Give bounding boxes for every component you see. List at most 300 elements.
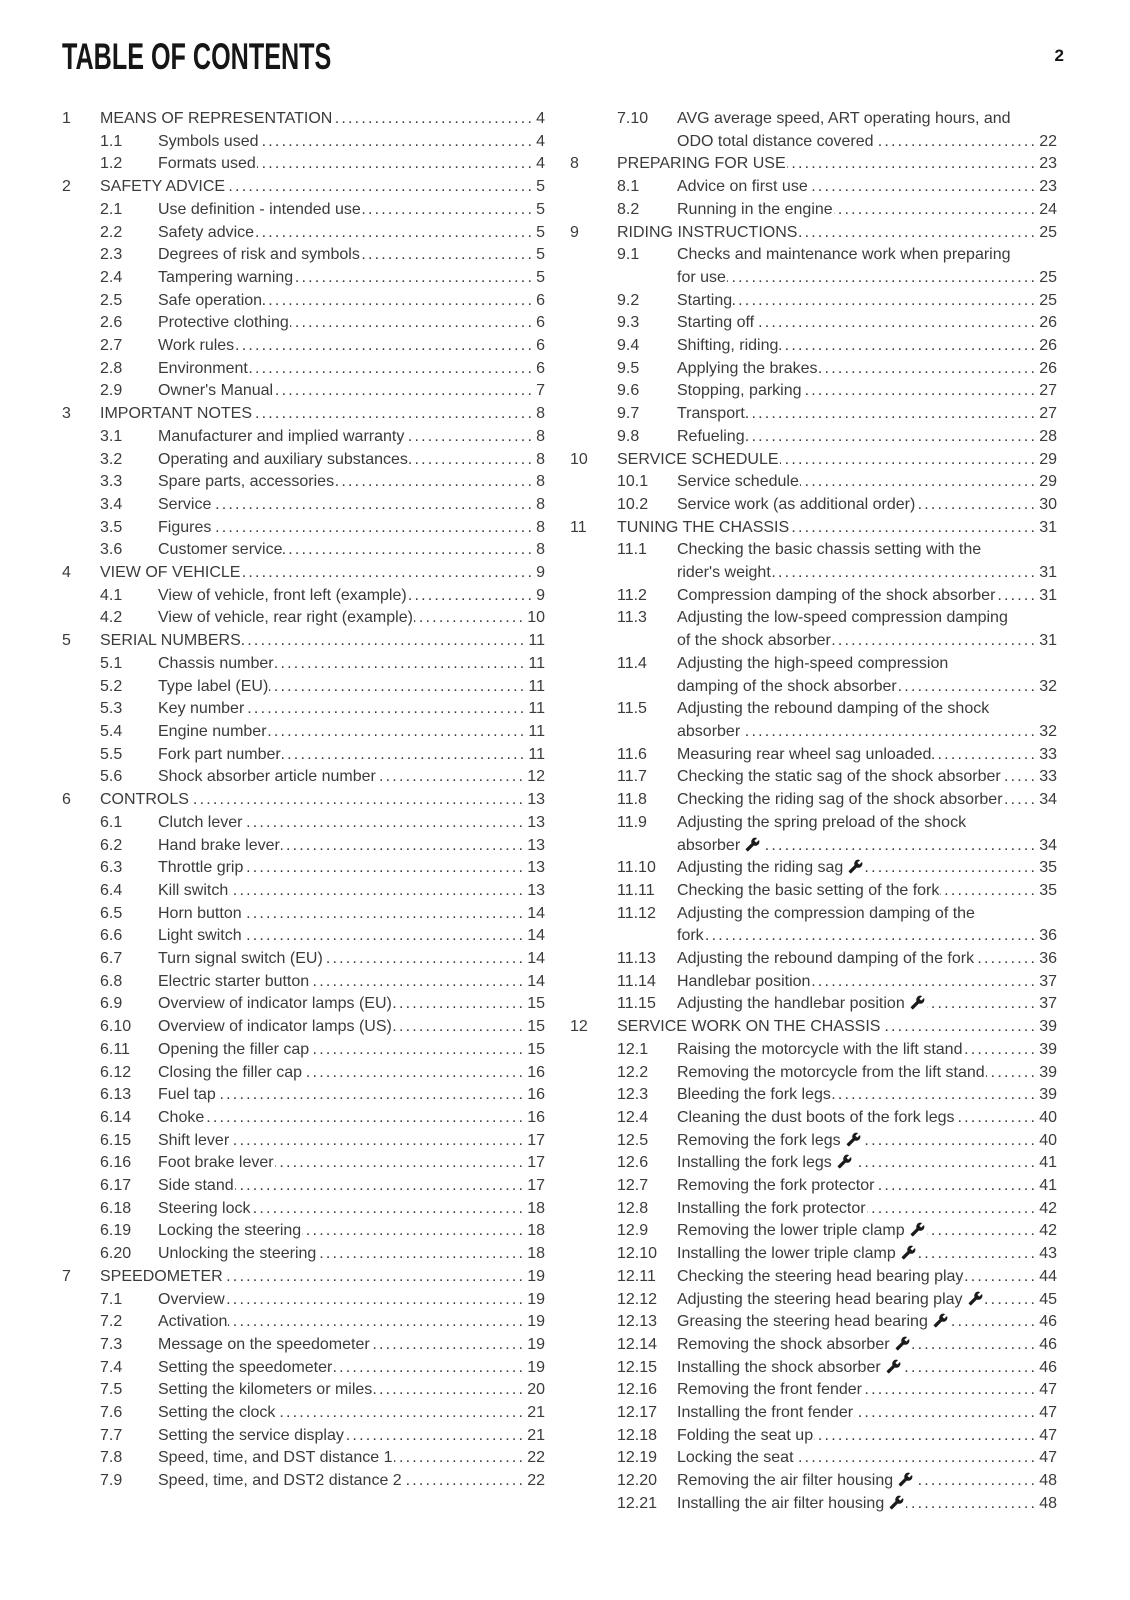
toc-entry-title: Activation [158, 1313, 228, 1331]
toc-entry-page: 8 [536, 427, 545, 445]
toc-entry-body [100, 630, 545, 653]
toc-section-entry[interactable] [62, 449, 545, 472]
toc-entry-page: 14 [527, 950, 545, 968]
toc-entry-body [677, 948, 1057, 971]
toc-entry-body [677, 1311, 1057, 1334]
toc-section-entry[interactable] [570, 380, 1057, 403]
toc-entry-page: 18 [527, 1199, 545, 1217]
dot-leader [245, 698, 526, 721]
toc-section-entry[interactable] [570, 1311, 1057, 1334]
toc-section-entry[interactable] [62, 517, 545, 540]
toc-entry-page: 41 [1039, 1177, 1057, 1195]
toc-entry-page: 27 [1039, 382, 1057, 400]
toc-section-entry[interactable] [570, 1402, 1057, 1425]
toc-entry-page: 42 [1039, 1199, 1057, 1217]
toc-section-entry[interactable] [570, 1334, 1057, 1357]
dot-leader [779, 335, 1037, 358]
toc-section-entry[interactable] [570, 948, 1057, 971]
toc-section-entry[interactable] [62, 222, 545, 245]
toc-section-entry[interactable] [570, 903, 1057, 948]
toc-entry-number: 5.4 [100, 722, 123, 740]
toc-section-entry[interactable] [570, 1289, 1057, 1312]
toc-section-entry[interactable] [62, 698, 545, 721]
toc-section-entry[interactable] [62, 1289, 545, 1312]
toc-section-entry[interactable] [62, 380, 545, 403]
toc-entry-page: 17 [527, 1131, 545, 1149]
toc-section-entry[interactable] [62, 267, 545, 290]
toc-chapter-entry[interactable] [62, 403, 545, 426]
toc-entry-title: Setting the service display [158, 1426, 344, 1444]
toc-entry-line [677, 131, 1057, 154]
toc-entry-number: 3.4 [100, 495, 123, 513]
toc-section-entry[interactable] [570, 1266, 1057, 1289]
toc-entry-page: 4 [536, 110, 545, 127]
toc-section-entry[interactable] [570, 585, 1057, 608]
toc-entry-title: Setting the clock [158, 1404, 276, 1422]
toc-entry-page: 43 [1039, 1245, 1057, 1263]
toc-entry-title: Environment [158, 359, 248, 377]
toc-entry-number: 2.3 [100, 246, 123, 264]
toc-section-entry[interactable] [570, 176, 1057, 199]
toc-section-entry[interactable] [62, 993, 545, 1016]
toc-section-entry[interactable] [62, 925, 545, 948]
toc-entry-line [617, 449, 1057, 472]
toc-entry-body [677, 971, 1057, 994]
toc-entry-body [158, 358, 545, 381]
toc-entry-body [158, 857, 545, 880]
toc-section-entry[interactable] [62, 244, 545, 267]
toc-entry-number: 9 [570, 223, 579, 241]
toc-chapter-entry[interactable] [62, 108, 545, 131]
toc-section-entry[interactable] [62, 971, 545, 994]
toc-entry-title: Shifting, riding [677, 337, 779, 355]
toc-section-entry[interactable] [570, 1062, 1057, 1085]
toc-entry-title: Protective clothing [158, 314, 289, 332]
toc-entry-title: Adjusting the compression damping of the [677, 904, 975, 922]
dot-leader [361, 244, 534, 267]
toc-entry-number: 5.6 [100, 768, 123, 786]
dot-leader [362, 199, 534, 222]
dot-leader [310, 1039, 525, 1062]
toc-section-entry[interactable] [570, 1175, 1057, 1198]
toc-entry-body [677, 403, 1057, 426]
toc-entry-line [158, 948, 545, 971]
toc-entry-title: RIDING INSTRUCTIONS [617, 223, 798, 241]
toc-chapter-entry[interactable] [570, 1016, 1057, 1039]
toc-section-entry[interactable] [570, 199, 1057, 222]
toc-entry-line [158, 812, 545, 835]
dot-leader [1004, 789, 1038, 812]
toc-section-entry[interactable] [62, 290, 545, 313]
toc-section-entry[interactable] [62, 607, 545, 630]
toc-section-entry[interactable] [62, 880, 545, 903]
toc-entry-page: 14 [527, 904, 545, 922]
toc-entry-page: 15 [527, 1018, 545, 1036]
toc-section-entry[interactable] [570, 426, 1057, 449]
toc-entry-line [100, 176, 545, 199]
dot-leader [409, 449, 534, 472]
toc-section-entry[interactable] [62, 1402, 545, 1425]
toc-entry-page: 9 [536, 586, 545, 604]
toc-entry-title: TUNING THE CHASSIS [617, 518, 790, 536]
toc-section-entry[interactable] [62, 1470, 545, 1493]
toc-chapter-entry[interactable] [62, 562, 545, 585]
toc-section-entry[interactable] [62, 1425, 545, 1448]
toc-section-entry[interactable] [62, 153, 545, 176]
toc-entry-line [158, 835, 545, 858]
toc-entry-line [158, 1357, 545, 1380]
dot-leader [819, 358, 1038, 381]
toc-section-entry[interactable] [570, 1107, 1057, 1130]
toc-entry-line [158, 1107, 545, 1130]
toc-entry-title: Service [158, 495, 212, 513]
toc-section-entry[interactable] [62, 948, 545, 971]
toc-entry-number: 8.1 [617, 178, 640, 196]
toc-entry-title: Adjusting the rebound damping of the fork [677, 950, 975, 968]
toc-section-entry[interactable] [570, 539, 1057, 584]
dot-leader [803, 380, 1038, 403]
toc-entry-number: 3.3 [100, 473, 123, 491]
toc-entry-page: 39 [1039, 1063, 1057, 1081]
toc-chapter-entry[interactable] [570, 222, 1057, 245]
toc-entry-body [158, 766, 545, 789]
toc-section-entry[interactable] [62, 812, 545, 835]
toc-entry-line [677, 1379, 1057, 1402]
dot-leader [832, 1084, 1037, 1107]
toc-section-entry[interactable] [62, 903, 545, 926]
toc-entry-number: 12.5 [617, 1131, 649, 1149]
toc-section-entry[interactable] [570, 1220, 1057, 1243]
toc-entry-number: 4.2 [100, 609, 123, 627]
toc-entry-body [677, 108, 1057, 153]
toc-section-entry[interactable] [62, 1175, 545, 1198]
toc-entry-title: Removing the lower triple clamp [677, 1222, 905, 1240]
toc-entry-page: 13 [527, 881, 545, 899]
toc-section-entry[interactable] [62, 471, 545, 494]
toc-entry-body [158, 517, 545, 540]
toc-section-entry[interactable] [62, 335, 545, 358]
dot-leader [257, 153, 534, 176]
page-number: 2 [1054, 46, 1064, 65]
toc-entry-body [677, 607, 1057, 652]
toc-section-entry[interactable] [570, 358, 1057, 381]
dot-leader [405, 426, 534, 449]
toc-entry-line [677, 108, 1057, 131]
toc-section-entry[interactable] [570, 698, 1057, 743]
toc-section-entry[interactable] [570, 993, 1057, 1016]
toc-entry-number: 3.5 [100, 518, 123, 536]
toc-section-entry[interactable] [570, 789, 1057, 812]
toc-entry-line [158, 857, 545, 880]
toc-chapter-entry[interactable] [62, 1266, 545, 1289]
toc-entry-page: 40 [1039, 1108, 1057, 1126]
toc-entry-title-continued: for use [677, 268, 726, 286]
toc-section-entry[interactable] [62, 1198, 545, 1221]
toc-section-entry[interactable] [570, 312, 1057, 335]
toc-entry-number: 7.7 [100, 1426, 123, 1444]
toc-section-entry[interactable] [62, 131, 545, 154]
toc-section-entry[interactable] [570, 1425, 1057, 1448]
toc-section-entry[interactable] [570, 766, 1057, 789]
page-title: TABLE OF CONTENTS [62, 36, 332, 77]
toc-entry-body [677, 857, 1057, 880]
toc-entry-line [158, 517, 545, 540]
toc-entry-number: 11.7 [617, 768, 647, 786]
toc-section-entry[interactable] [62, 1379, 545, 1402]
toc-entry-title-continued: absorber [677, 722, 741, 740]
toc-section-entry[interactable] [62, 1084, 545, 1107]
toc-section-entry[interactable] [62, 676, 545, 699]
dot-leader [863, 1379, 1037, 1402]
toc-entry-title: Adjusting the rebound damping of the shock [677, 700, 990, 718]
toc-entry-body [158, 653, 545, 676]
toc-section-entry[interactable] [570, 1447, 1057, 1470]
toc-entry-title: VIEW OF VEHICLE [100, 564, 241, 582]
toc-section-entry[interactable] [62, 857, 545, 880]
dot-leader [241, 562, 534, 585]
toc-entry-page: 8 [536, 518, 545, 536]
toc-entry-number: 2 [62, 178, 71, 196]
toc-entry-body [158, 1062, 545, 1085]
toc-entry-line [677, 1334, 1057, 1357]
dot-leader [927, 993, 1037, 1016]
toc-entry-line [677, 948, 1057, 971]
toc-section-entry[interactable] [62, 494, 545, 517]
dot-leader [244, 857, 525, 880]
toc-section-entry[interactable] [62, 835, 545, 858]
toc-entry-line [158, 222, 545, 245]
toc-entry-line [158, 971, 545, 994]
toc-section-entry[interactable] [570, 1084, 1057, 1107]
toc-entry-title: Checks and maintenance work when preparing [677, 246, 1011, 264]
toc-section-entry[interactable] [570, 607, 1057, 652]
toc-entry-number: 11.2 [617, 586, 647, 604]
toc-entry-title: Closing the filler cap [158, 1063, 303, 1081]
toc-section-entry[interactable] [62, 1220, 545, 1243]
toc-section-entry[interactable] [570, 1039, 1057, 1062]
toc-entry-title-continued: absorber [677, 836, 741, 854]
toc-entry-number: 12.19 [617, 1449, 658, 1467]
toc-entry-number: 12.13 [617, 1313, 658, 1331]
toc-entry-body [158, 267, 545, 290]
toc-entry-title: Greasing the steering head bearing [677, 1313, 928, 1331]
toc-entry-title-continued: damping of the shock absorber [677, 677, 897, 695]
toc-section-entry[interactable] [570, 494, 1057, 517]
toc-entry-body [158, 993, 545, 1016]
toc-section-entry[interactable] [62, 358, 545, 381]
toc-entry-title: Removing the front fender [677, 1381, 862, 1399]
toc-section-entry[interactable] [62, 653, 545, 676]
toc-entry-page: 36 [1039, 950, 1057, 968]
toc-entry-body [677, 585, 1057, 608]
toc-entry-page: 4 [536, 155, 545, 173]
toc-entry-number: 2.9 [100, 382, 123, 400]
toc-entry-number: 6.1 [100, 813, 123, 831]
toc-entry-page: 11 [528, 677, 545, 695]
toc-chapter-entry[interactable] [62, 176, 545, 199]
toc-section-entry[interactable] [570, 653, 1057, 698]
toc-entry-number: 11.5 [617, 700, 647, 718]
toc-entry-body [158, 153, 545, 176]
dot-leader [260, 131, 535, 154]
toc-section-entry[interactable] [570, 1357, 1057, 1380]
toc-entry-title: Removing the air filter housing [677, 1472, 894, 1490]
dot-leader [230, 1130, 525, 1153]
toc-entry-line [158, 290, 545, 313]
toc-entry-page: 5 [536, 246, 545, 264]
toc-section-entry[interactable] [62, 1447, 545, 1470]
toc-entry-page: 41 [1039, 1154, 1057, 1172]
toc-section-entry[interactable] [62, 1062, 545, 1085]
toc-entry-body [677, 1175, 1057, 1198]
toc-entry-title: SERVICE WORK ON THE CHASSIS [617, 1018, 881, 1036]
toc-section-entry[interactable] [570, 1130, 1057, 1153]
toc-section-entry[interactable] [62, 721, 545, 744]
toc-entry-title: Owner's Manual [158, 382, 274, 400]
toc-section-entry[interactable] [570, 744, 1057, 767]
toc-entry-page: 25 [1039, 291, 1057, 309]
dot-leader [834, 199, 1038, 222]
toc-entry-title: Operating and auxiliary substances [158, 450, 408, 468]
toc-entry-page: 39 [1039, 1086, 1057, 1104]
toc-section-entry[interactable] [62, 585, 545, 608]
toc-entry-line [158, 744, 545, 767]
toc-section-entry[interactable] [570, 471, 1057, 494]
dot-leader [333, 1357, 525, 1380]
toc-section-entry[interactable] [62, 312, 545, 335]
toc-entry-line [158, 698, 545, 721]
dot-leader [275, 653, 527, 676]
toc-section-entry[interactable] [62, 1130, 545, 1153]
toc-chapter-entry[interactable] [570, 449, 1057, 472]
toc-entry-title: Message on the speedometer [158, 1335, 370, 1353]
toc-entry-page: 5 [536, 200, 545, 218]
toc-entry-number: 1.1 [100, 132, 123, 150]
toc-section-entry[interactable] [570, 1470, 1057, 1493]
toc-section-entry[interactable] [62, 426, 545, 449]
toc-section-entry[interactable] [570, 971, 1057, 994]
toc-entry-page: 9 [536, 564, 545, 582]
toc-entry-title: Degrees of risk and symbols [158, 246, 360, 264]
toc-entry-number: 6 [62, 791, 71, 809]
toc-entry-line [677, 1425, 1057, 1448]
toc-entry-title: Adjusting the steering head bearing play [677, 1290, 963, 1308]
toc-section-entry[interactable] [570, 290, 1057, 313]
toc-entry-title: SERIAL NUMBERS [100, 632, 241, 650]
toc-section-entry[interactable] [62, 1016, 545, 1039]
toc-chapter-entry[interactable] [570, 153, 1057, 176]
toc-entry-title: Service schedule [677, 473, 799, 491]
toc-section-entry[interactable] [570, 1243, 1057, 1266]
wrench-icon [968, 1291, 983, 1306]
toc-section-entry[interactable] [570, 812, 1057, 857]
dot-leader [1002, 766, 1037, 789]
toc-section-entry[interactable] [62, 1243, 545, 1266]
toc-entry-title: Formats used [158, 155, 256, 173]
dot-leader [294, 267, 534, 290]
dot-leader [956, 1107, 1038, 1130]
toc-section-entry[interactable] [570, 857, 1057, 880]
toc-chapter-entry[interactable] [570, 517, 1057, 540]
toc-entry-line [100, 108, 545, 131]
dot-leader [303, 1062, 525, 1085]
toc-entry-page: 35 [1039, 881, 1057, 899]
toc-section-entry[interactable] [62, 744, 545, 767]
toc-entry-number: 12.9 [617, 1222, 649, 1240]
toc-entry-line [677, 290, 1057, 313]
toc-section-entry[interactable] [62, 1357, 545, 1380]
toc-section-entry[interactable] [570, 108, 1057, 153]
toc-entry-number: 11.6 [617, 745, 647, 763]
toc-entry-body [158, 835, 545, 858]
toc-section-entry[interactable] [62, 199, 545, 222]
toc-entry-title: Electric starter button [158, 972, 310, 990]
toc-section-entry[interactable] [570, 1379, 1057, 1402]
toc-section-entry[interactable] [62, 1152, 545, 1175]
toc-entry-page: 5 [536, 268, 545, 286]
toc-section-entry[interactable] [62, 1039, 545, 1062]
toc-section-entry[interactable] [570, 1152, 1057, 1175]
toc-entry-title: Adjusting the spring preload of the shock [677, 813, 967, 831]
toc-entry-number: 12.2 [617, 1063, 649, 1081]
dot-leader [333, 108, 534, 131]
toc-section-entry[interactable] [570, 1198, 1057, 1221]
toc-entry-page: 46 [1039, 1313, 1057, 1331]
toc-entry-number: 11.13 [617, 950, 656, 968]
toc-entry-line [158, 244, 545, 267]
toc-entry-line [158, 1198, 545, 1221]
toc-entry-body [158, 925, 545, 948]
toc-entry-number: 12.16 [617, 1381, 658, 1399]
toc-entry-body [677, 1152, 1057, 1175]
toc-section-entry[interactable] [570, 244, 1057, 289]
toc-entry-title: Chassis number [158, 654, 274, 672]
toc-entry-number: 2.1 [100, 200, 123, 218]
toc-entry-line [158, 607, 545, 630]
toc-entry-number: 8.2 [617, 200, 640, 218]
toc-entry-page: 44 [1039, 1267, 1057, 1285]
toc-entry-line [677, 380, 1057, 403]
toc-section-entry[interactable] [570, 335, 1057, 358]
toc-section-entry[interactable] [570, 880, 1057, 903]
toc-section-entry[interactable] [62, 1311, 545, 1334]
toc-section-entry[interactable] [570, 1493, 1057, 1516]
toc-entry-line [158, 471, 545, 494]
toc-section-entry[interactable] [570, 403, 1057, 426]
toc-chapter-entry[interactable] [62, 630, 545, 653]
toc-section-entry[interactable] [62, 1107, 545, 1130]
toc-entry-body [617, 222, 1057, 245]
toc-entry-number: 2.2 [100, 223, 123, 241]
toc-entry-line [677, 1039, 1057, 1062]
toc-entry-line [158, 267, 545, 290]
toc-entry-title: Setting the speedometer [158, 1358, 333, 1376]
toc-entry-line [158, 1402, 545, 1425]
toc-section-entry[interactable] [62, 539, 545, 562]
toc-entry-title: Setting the kilometers or miles [158, 1381, 373, 1399]
toc-section-entry[interactable] [62, 766, 545, 789]
dot-leader [212, 517, 534, 540]
toc-chapter-entry[interactable] [62, 789, 545, 812]
toc-entry-number: 2.8 [100, 359, 123, 377]
toc-entry-title: Transport [677, 405, 745, 423]
toc-entry-number: 3.6 [100, 541, 123, 559]
toc-section-entry[interactable] [62, 1334, 545, 1357]
toc-entry-title: Work rules [158, 337, 235, 355]
toc-entry-title: Light switch [158, 927, 242, 945]
toc-entry-body [677, 1379, 1057, 1402]
toc-entry-title: Adjusting the handlebar position [677, 995, 905, 1013]
